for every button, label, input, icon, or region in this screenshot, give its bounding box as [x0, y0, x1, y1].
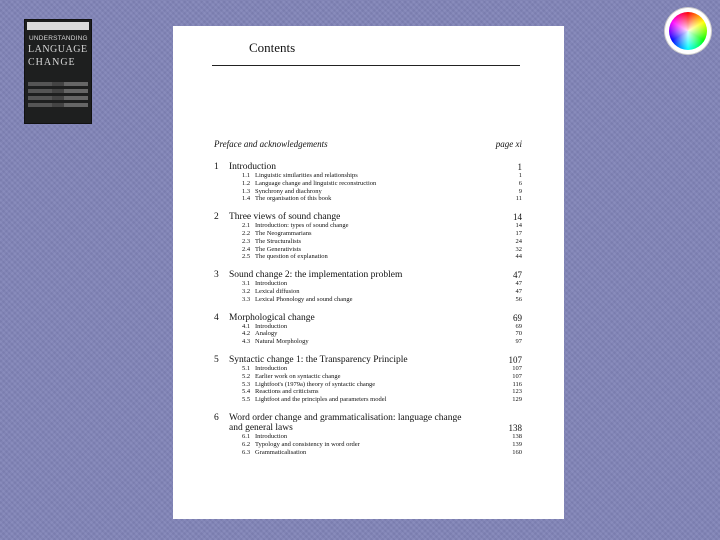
page-title: Contents — [249, 40, 296, 55]
section-number: 3.2 — [242, 287, 251, 295]
section-title: Earlier work on syntactic change — [255, 372, 341, 380]
section-number: 6.1 — [242, 432, 251, 440]
cover-title-line3: CHANGE — [28, 57, 76, 68]
section-entry — [214, 172, 522, 180]
section-number: 2.2 — [242, 229, 251, 237]
chapter-page-number: 14 — [513, 212, 522, 223]
section-title: Introduction — [255, 322, 288, 330]
section-entry — [214, 296, 522, 304]
section-number: 1.1 — [242, 172, 251, 179]
section-number: 4.3 — [242, 338, 251, 346]
section-page-number: 24 — [515, 237, 522, 245]
section-entry — [214, 373, 522, 381]
chapter-number: 4 — [214, 312, 219, 323]
section-entry — [214, 222, 522, 230]
chapter-number: 1 — [214, 162, 219, 172]
title-rule — [212, 65, 520, 66]
section-number: 2.5 — [242, 253, 251, 261]
preface-entry — [214, 139, 522, 149]
section-number: 3.1 — [242, 280, 251, 288]
section-title: Analogy — [255, 330, 278, 338]
chapter-title: Sound change 2: the implementation problem — [229, 270, 403, 281]
section-number: 3.3 — [242, 295, 251, 303]
book-cover-image — [25, 20, 91, 123]
chapter-page-number: 138 — [508, 422, 522, 433]
section-page-number: 116 — [512, 380, 522, 388]
chapter-title: Word order change and grammaticalisation: language change and general laws — [229, 412, 462, 433]
section-entry — [214, 180, 522, 188]
section-page-number: 107 — [512, 364, 522, 372]
chapter-entry — [214, 212, 522, 261]
section-entry — [214, 441, 522, 449]
section-number: 6.3 — [242, 448, 251, 456]
chapter-list — [214, 162, 522, 465]
section-page-number: 123 — [512, 388, 522, 396]
section-number: 6.2 — [242, 440, 251, 448]
section-title: The Neogrammarians — [255, 229, 312, 237]
section-entry — [214, 449, 522, 457]
section-title: Lexical Phonology and sound change — [255, 295, 353, 303]
section-page-number: 11 — [515, 195, 522, 203]
section-page-number: 129 — [512, 396, 522, 404]
section-number: 4.2 — [242, 330, 251, 338]
chapter-number: 2 — [214, 212, 219, 223]
section-title: Introduction: types of sound change — [255, 222, 349, 230]
section-entry — [214, 396, 522, 404]
chapter-entry — [214, 413, 522, 456]
section-title: Typology and consistency in word order — [255, 440, 360, 448]
section-entry — [214, 381, 522, 389]
section-entry — [214, 195, 522, 203]
section-number: 4.1 — [242, 322, 251, 330]
section-title: Introduction — [255, 280, 288, 288]
chapter-entry — [214, 355, 522, 404]
section-title: Grammaticalisation — [255, 448, 307, 456]
section-page-number: 6 — [518, 179, 522, 187]
section-entry — [214, 188, 522, 196]
section-number: 2.4 — [242, 245, 251, 253]
chapter-heading — [214, 413, 522, 433]
preface-label: Preface and acknowledgements — [214, 139, 328, 149]
section-entry — [214, 230, 522, 238]
section-title: Lightfoot and the principles and parameters model — [255, 396, 387, 404]
chapter-page-number: 1 — [517, 162, 522, 172]
section-page-number: 139 — [512, 440, 522, 448]
cover-blurb — [28, 82, 88, 110]
section-entry — [214, 365, 522, 373]
section-entry — [214, 253, 522, 261]
section-title: Lightfoot's (1979a) theory of syntactic change — [255, 380, 376, 388]
section-number: 2.3 — [242, 237, 251, 245]
section-title: Reactions and criticisms — [255, 388, 319, 396]
chapter-heading — [214, 313, 522, 323]
section-page-number: 32 — [515, 245, 522, 253]
section-number: 5.3 — [242, 380, 251, 388]
section-number: 2.1 — [242, 222, 251, 230]
section-page-number: 138 — [512, 432, 522, 440]
section-page-number: 107 — [512, 372, 522, 380]
chapter-number: 6 — [214, 412, 219, 423]
section-title: Introduction — [255, 432, 288, 440]
chapter-heading — [214, 212, 522, 222]
section-entry — [214, 433, 522, 441]
section-title: Linguistic similarities and relationships — [255, 172, 358, 179]
section-title: The Structuralists — [255, 237, 302, 245]
chapter-title: Morphological change — [229, 312, 315, 323]
section-title: Lexical diffusion — [255, 287, 300, 295]
section-number: 5.5 — [242, 396, 251, 404]
section-page-number: 97 — [515, 338, 522, 346]
cover-title-line2: LANGUAGE — [28, 44, 88, 55]
contents-page-scan — [173, 26, 564, 519]
chapter-entry — [214, 162, 522, 203]
chapter-title: Introduction — [229, 162, 276, 172]
section-title: The organisation of this book — [255, 195, 332, 203]
section-number: 5.2 — [242, 372, 251, 380]
section-page-number: 47 — [515, 280, 522, 288]
cover-series-band — [27, 22, 89, 30]
chapter-heading — [214, 162, 522, 172]
section-title: Natural Morphology — [255, 338, 309, 346]
section-entry — [214, 338, 522, 346]
section-entry — [214, 246, 522, 254]
section-page-number: 14 — [515, 222, 522, 230]
chapter-heading — [214, 270, 522, 280]
section-title: Synchrony and diachrony — [255, 187, 322, 195]
section-number: 1.3 — [242, 187, 251, 195]
chapter-page-number: 69 — [513, 312, 522, 323]
chapter-heading — [214, 355, 522, 365]
chapter-title: Three views of sound change — [229, 212, 341, 223]
chapter-entry — [214, 270, 522, 303]
section-entry — [214, 330, 522, 338]
section-number: 5.4 — [242, 388, 251, 396]
section-page-number: 69 — [515, 322, 522, 330]
section-entry — [214, 238, 522, 246]
color-wheel-icon — [665, 8, 711, 54]
cover-title-line1: UNDERSTANDING — [29, 35, 88, 42]
section-page-number: 9 — [518, 187, 522, 195]
section-entry — [214, 388, 522, 396]
section-page-number: 160 — [512, 448, 522, 456]
section-number: 1.4 — [242, 195, 251, 203]
section-entry — [214, 323, 522, 331]
section-page-number: 44 — [515, 253, 522, 261]
section-page-number: 47 — [515, 287, 522, 295]
section-entry — [214, 288, 522, 296]
section-page-number: 56 — [515, 295, 522, 303]
chapter-entry — [214, 313, 522, 346]
section-title: The question of explanation — [255, 253, 328, 261]
section-page-number: 17 — [515, 229, 522, 237]
chapter-title: Syntactic change 1: the Transparency Principle — [229, 354, 408, 365]
section-number: 5.1 — [242, 364, 251, 372]
section-number: 1.2 — [242, 179, 251, 187]
section-title: Introduction — [255, 364, 288, 372]
preface-page: page xi — [495, 139, 522, 149]
section-page-number: 1 — [518, 172, 522, 179]
section-title: Language change and linguistic reconstruction — [255, 179, 377, 187]
chapter-page-number: 107 — [508, 354, 522, 365]
section-entry — [214, 280, 522, 288]
chapter-page-number: 47 — [513, 270, 522, 281]
section-title: The Generativists — [255, 245, 302, 253]
section-page-number: 70 — [515, 330, 522, 338]
chapter-number: 5 — [214, 354, 219, 365]
chapter-number: 3 — [214, 270, 219, 281]
